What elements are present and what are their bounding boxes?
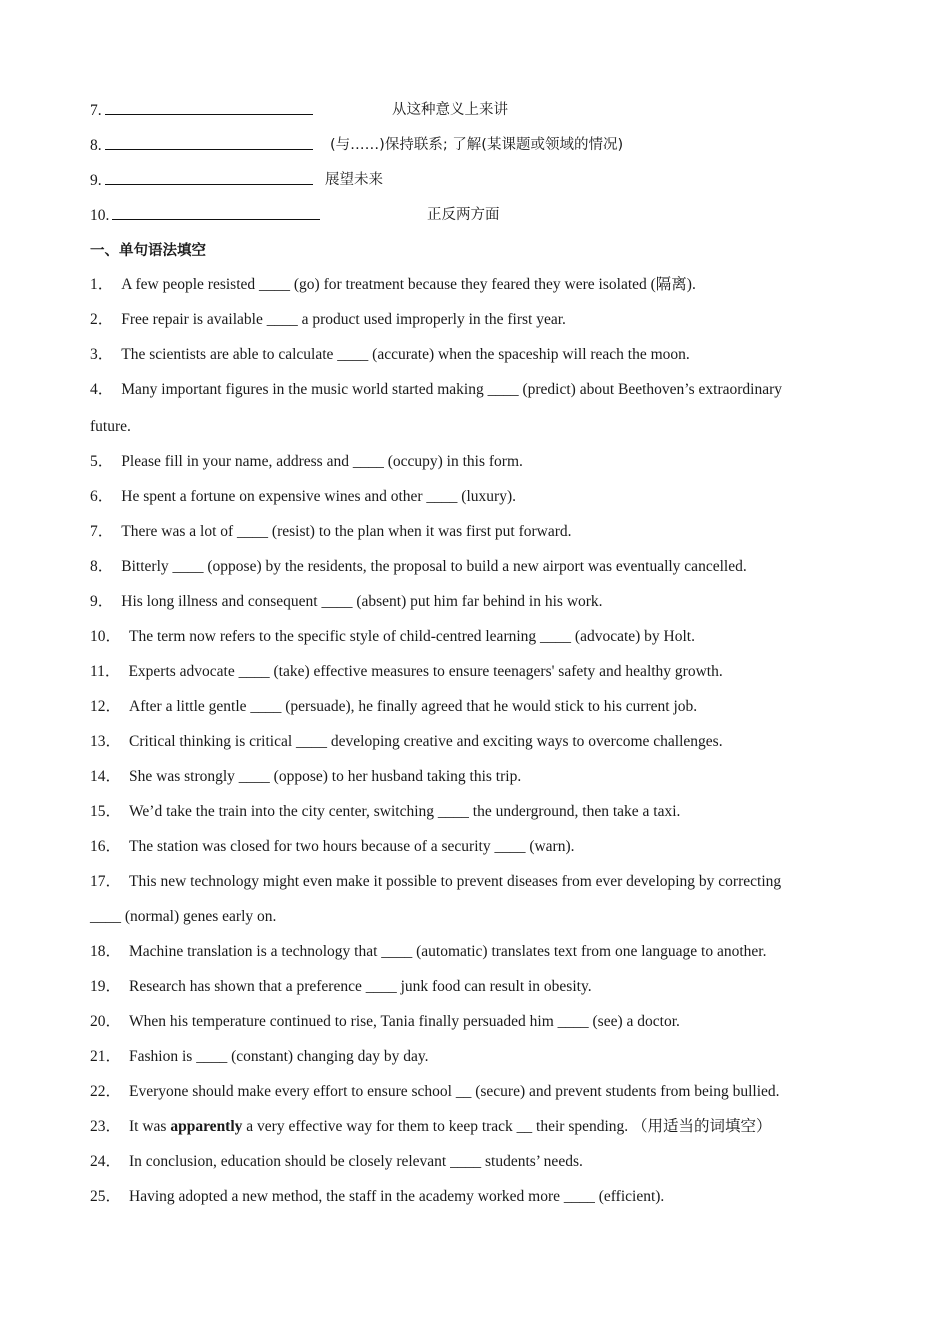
question-13: 13． Critical thinking is critical ____ developing creative and exciting ways to overcome challenges.: [90, 733, 723, 750]
question-7: 7． There was a lot of ____ (resist) to the plan when it was first put forward.: [90, 523, 572, 540]
question-21: 21． Fashion is ____ (constant) changing day by day.: [90, 1048, 429, 1065]
question-6: 6． He spent a fortune on expensive wines and other ____ (luxury).: [90, 488, 516, 505]
question-17-continued: ____ (normal) genes early on.: [90, 908, 277, 925]
vocab-item-10: 10. 正反两方面: [90, 207, 500, 224]
question-19: 19． Research has shown that a preference ____ junk food can result in obesity.: [90, 978, 592, 995]
answer-blank[interactable]: [105, 135, 313, 150]
section-title: 一、单句语法填空: [90, 243, 206, 259]
answer-blank[interactable]: [105, 170, 313, 185]
question-4-continued: future.: [90, 418, 131, 435]
question-20: 20． When his temperature continued to rise, Tania finally persuaded him ____ (see) a doctor.: [90, 1013, 680, 1030]
answer-blank[interactable]: [112, 205, 320, 220]
question-8: 8． Bitterly ____ (oppose) by the residents, the proposal to build a new airport was eventually cancelled.: [90, 558, 747, 575]
question-4: 4． Many important figures in the music world started making ____ (predict) about Beethoven’s extraordinary: [90, 381, 782, 398]
question-1: 1． A few people resisted ____ (go) for treatment because they feared they were isolated (隔离).: [90, 276, 696, 293]
bold-word: apparently: [170, 1118, 243, 1135]
question-23: 23． It was apparently a very effective way for them to keep track __ their spending. （用适当的词填空）: [90, 1118, 772, 1135]
question-24: 24． In conclusion, education should be closely relevant ____ students’ needs.: [90, 1153, 583, 1170]
vocab-item-9: 9. 展望未来: [90, 172, 383, 189]
vocab-meaning: 展望未来: [325, 172, 383, 188]
question-22: 22． Everyone should make every effort to ensure school __ (secure) and prevent students from being bullied.: [90, 1083, 780, 1100]
question-25: 25． Having adopted a new method, the staff in the academy worked more ____ (efficient).: [90, 1188, 665, 1205]
question-18: 18． Machine translation is a technology that ____ (automatic) translates text from one language to another.: [90, 943, 767, 960]
vocab-meaning: 正反两方面: [427, 207, 500, 223]
vocab-item-8: 8. (与……)保持联系; 了解(某课题或领域的情况): [90, 137, 624, 154]
question-5: 5． Please fill in your name, address and ____ (occupy) in this form.: [90, 453, 523, 470]
question-17: 17． This new technology might even make it possible to prevent diseases from ever developing by correcting: [90, 873, 782, 890]
question-14: 14． She was strongly ____ (oppose) to her husband taking this trip.: [90, 768, 522, 785]
vocab-meaning: 从这种意义上来讲: [392, 102, 508, 118]
question-9: 9． His long illness and consequent ____ (absent) put him far behind in his work.: [90, 593, 603, 610]
vocab-meaning: (与……)保持联系; 了解(某课题或领域的情况): [330, 137, 624, 153]
question-3: 3． The scientists are able to calculate ____ (accurate) when the spaceship will reach the moon.: [90, 346, 690, 363]
question-16: 16． The station was closed for two hours because of a security ____ (warn).: [90, 838, 575, 855]
vocab-item-7: 7. 从这种意义上来讲: [90, 102, 508, 119]
question-2: 2． Free repair is available ____ a product used improperly in the first year.: [90, 311, 566, 328]
question-10: 10． The term now refers to the specific style of child-centred learning ____ (advocate) by Holt.: [90, 628, 695, 645]
question-15: 15． We’d take the train into the city center, switching ____ the underground, then take a taxi.: [90, 803, 681, 820]
question-11: 11． Experts advocate ____ (take) effective measures to ensure teenagers' safety and healthy growth.: [90, 663, 723, 680]
question-12: 12． After a little gentle ____ (persuade), he finally agreed that he would stick to his current job.: [90, 698, 698, 715]
answer-blank[interactable]: [105, 100, 313, 115]
